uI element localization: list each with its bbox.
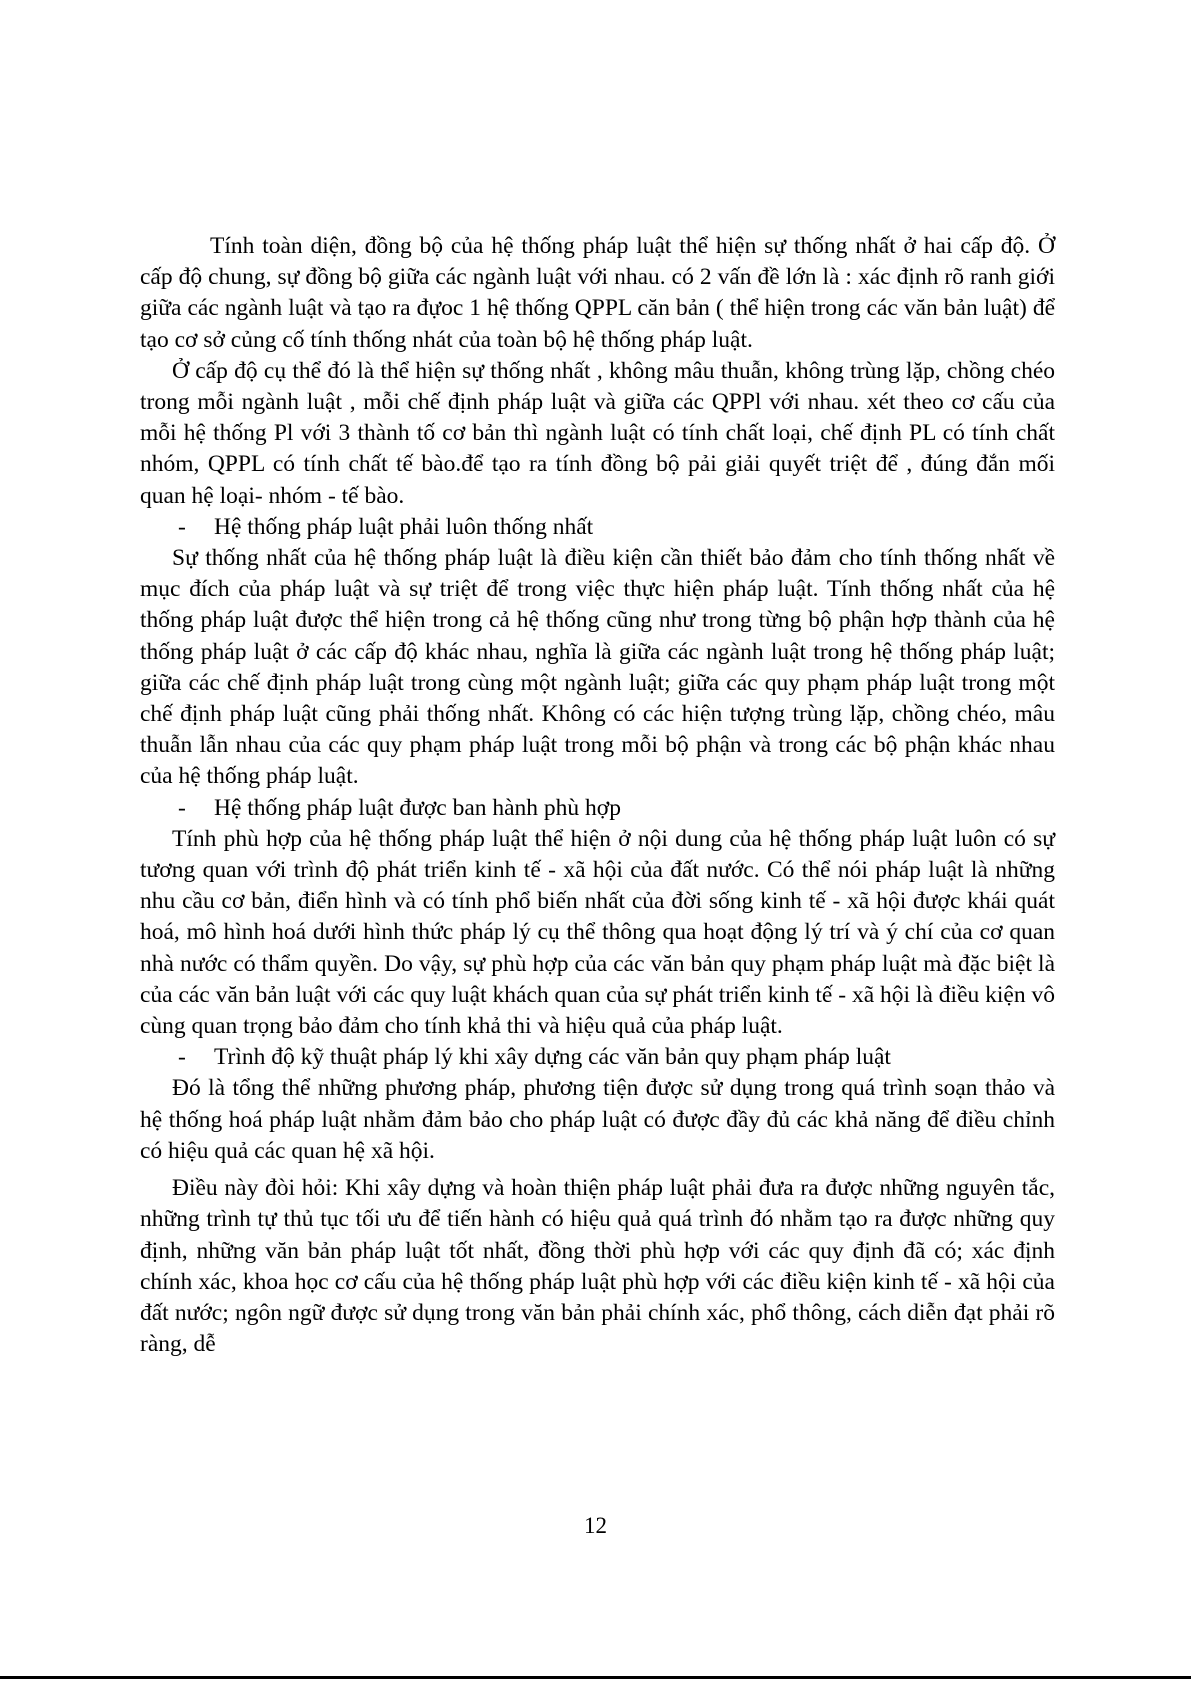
paragraph-specific-level: Ở cấp độ cụ thể đó là thể hiện sự thống nhất , không mâu thuẫn, không trùng lặp, chồng chéo trong mỗi ngành luật , mỗi chế định pháp luật và giữa các QPPl với nhau. xét theo cơ cấu của mỗi hệ thống Pl với 3 thành tố cơ bản thì ngành luật có tính chất loại, chế định PL có tính chất nhóm, QPPL có tính chất tế bào.để tạo ra tính đồng bộ pải giải quyết triệt để , đúng đắn mối quan hệ loại- nhóm - tế bào. xyxy=(140,357,1055,509)
body-text xyxy=(140,231,1055,1360)
paragraph-unity: Sự thống nhất của hệ thống pháp luật là điều kiện cần thiết bảo đảm cho tính thống nhất về mục đích của pháp luật và sự triệt để trong việc thực hiện pháp luật. Tính thống nhất của hệ thống pháp luật được thể hiện trong cả hệ thống cũng như trong từng bộ phận hợp thành của hệ thống pháp luật ở các cấp độ khác nhau, nghĩa là giữa các ngành luật trong hệ thống pháp luật; giữa các chế định pháp luật trong cùng một ngành luật; giữa các quy phạm pháp luật trong một chế định pháp luật cũng phải thống nhất. Không có các hiện tượng trùng lặp, chồng chéo, mâu thuẫn lẫn nhau của các quy phạm pháp luật trong mỗi bộ phận và trong các bộ phận khác nhau của hệ thống pháp luật. xyxy=(140,545,1055,790)
paragraph-overall-consistency: Tính toàn diện, đồng bộ của hệ thống pháp luật thể hiện sự thống nhất ở hai cấp độ. Ở cấp độ chung, sự đồng bộ giữa các ngành luật với nhau. có 2 vấn đề lớn là : xác định rõ ranh giới giữa các ngành luật và tạo ra đựoc 1 hệ thống QPPL căn bản ( thể hiện trong các văn bản luật) để tạo cơ sở củng cố tính thống nhát của toàn bộ hệ thống pháp luật. xyxy=(140,233,1055,353)
page-number: 12 xyxy=(584,1513,607,1538)
bullet-unity xyxy=(140,512,1055,543)
bullet-dash: - xyxy=(178,1044,186,1071)
bullet-text: Hệ thống pháp luật phải luôn thống nhất xyxy=(214,513,594,540)
bullet-text: Hệ thống pháp luật được ban hành phù hợp xyxy=(214,794,621,821)
paragraph-legal-technique: Đó là tổng thể những phương pháp, phương tiện được sử dụng trong quá trình soạn thảo và hệ thống hoá pháp luật nhằm đảm bảo cho pháp luật có được đầy đủ các khả năng để điều chỉnh có hiệu quả các quan hệ xã hội. xyxy=(140,1075,1055,1164)
bullet-suitability xyxy=(140,793,1055,824)
paragraph-requirements: Điều này đòi hỏi: Khi xây dựng và hoàn thiện pháp luật phải đưa ra được những nguyên tắc, những trình tự thủ tục tối ưu để tiến hành có hiệu quả quá trình đó nhằm tạo ra được những quy định, những văn bản pháp luật tốt nhất, đồng thời phù hợp với các quy định đã có; xác định chính xác, khoa học cơ cấu của hệ thống pháp luật phù hợp với các điều kiện kinh tế - xã hội của đất nước; ngôn ngữ được sử dụng trong văn bản phải chính xác, phổ thông, cách diễn đạt phải rõ ràng, dễ xyxy=(140,1175,1055,1358)
bullet-dash: - xyxy=(178,513,186,540)
bullet-dash: - xyxy=(178,794,186,821)
scan-edge-divider xyxy=(0,1676,1191,1679)
bullet-text: Trình độ kỹ thuật pháp lý khi xây dựng các văn bản quy phạm pháp luật xyxy=(214,1044,891,1071)
paragraph-suitability: Tính phù hợp của hệ thống pháp luật thể hiện ở nội dung của hệ thống pháp luật luôn có sự tương quan với trình độ phát triển kinh tế - xã hội của đất nước. Có thể nói pháp luật là những nhu cầu cơ bản, điển hình và có tính phổ biến nhất của đời sống kinh tế - xã hội được khái quát hoá, mô hình hoá dưới hình thức pháp lý cụ thể thông qua hoạt động lý trí và ý chí của cơ quan nhà nước có thẩm quyền. Do vậy, sự phù hợp của các văn bản quy phạm pháp luật mà đặc biệt là của các văn bản luật với các quy luật khách quan của sự phát triển kinh tế - xã hội là điều kiện vô cùng quan trọng bảo đảm cho tính khả thi và hiệu quả của pháp luật. xyxy=(140,825,1055,1040)
bullet-legal-technique xyxy=(140,1042,1055,1073)
